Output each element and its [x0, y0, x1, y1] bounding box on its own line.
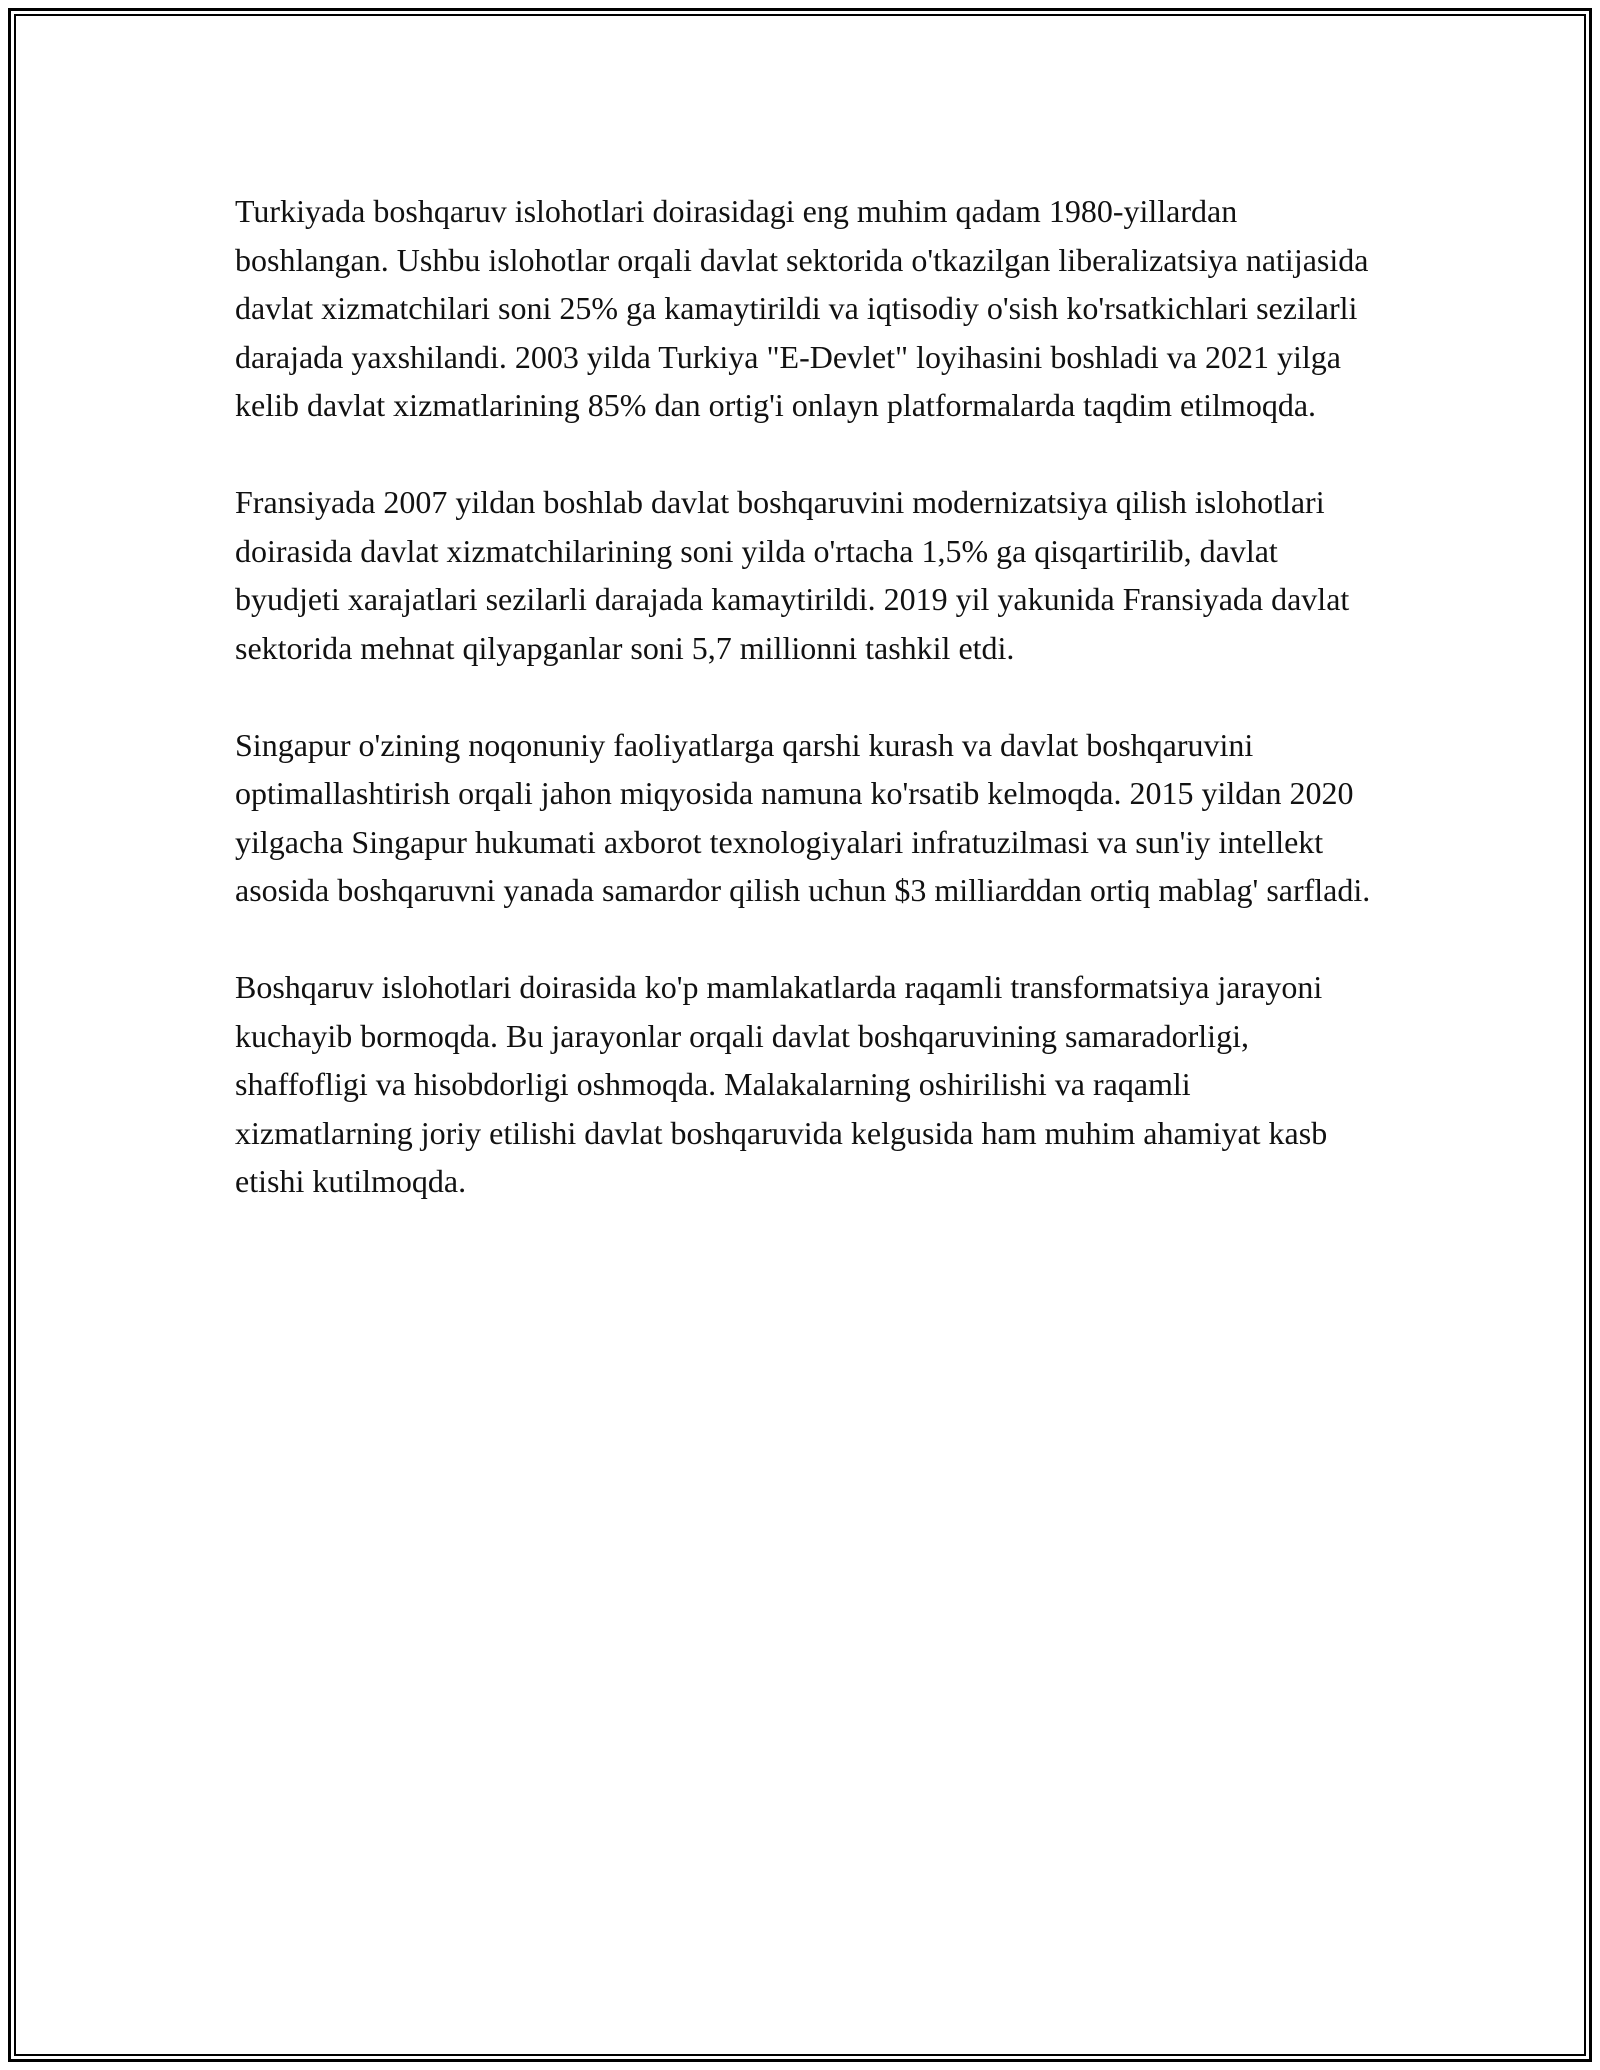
paragraph-france: Fransiyada 2007 yildan boshlab davlat boshqaruvini modernizatsiya qilish islohotlari doirasida davlat xizmatchilarining soni yilda o'rtacha 1,5% ga qisqartirilib, davlat byudjeti xarajatlari sezilarli darajada kamaytirildi. 2019 yil yakunida Fransiyada davlat sektorida mehnat qilyapganlar soni 5,7 millionni tashkil etdi. [235, 484, 1350, 666]
paragraph-turkey: Turkiyada boshqaruv islohotlari doirasidagi eng muhim qadam 1980-yillardan boshlangan. Ushbu islohotlar orqali davlat sektorida o'tkazilgan liberalizatsiya natijasida davlat xizmatchilari soni 25% ga kamaytirildi va iqtisodiy o'sish ko'rsatkichlari sezilarli darajada yaxshilandi. 2003 yilda Turkiya "E-Devlet" loyihasini boshladi va 2021 yilga kelib davlat xizmatlarining 85% dan ortig'i onlayn platformalarda taqdim etilmoqda. [235, 193, 1369, 423]
paragraph-singapore: Singapur o'zining noqonuniy faoliyatlarga qarshi kurash va davlat boshqaruvini optimallashtirish orqali jahon miqyosida namuna ko'rsatib kelmoqda. 2015 yildan 2020 yilgacha Singapur hukumati axborot texnologiyalari infratuzilmasi va sun'iy intellekt asosida boshqaruvni yanada samardor qilish uchun $3 milliarddan ortiq mablag' sarfladi. [235, 726, 1371, 908]
document-body [235, 187, 1375, 1254]
paragraph-digital-transformation: Boshqaruv islohotlari doirasida ko'p mamlakatlarda raqamli transformatsiya jarayoni kuchayib bormoqda. Bu jarayonlar orqali davlat boshqaruvining samaradorligi, shaffofligi va hisobdorligi oshmoqda. Malakalarning oshirilishi va raqamli xizmatlarning joriy etilishi davlat boshqaruvida kelgusida ham muhim ahamiyat kasb etishi kutilmoqda. [235, 969, 1328, 1199]
